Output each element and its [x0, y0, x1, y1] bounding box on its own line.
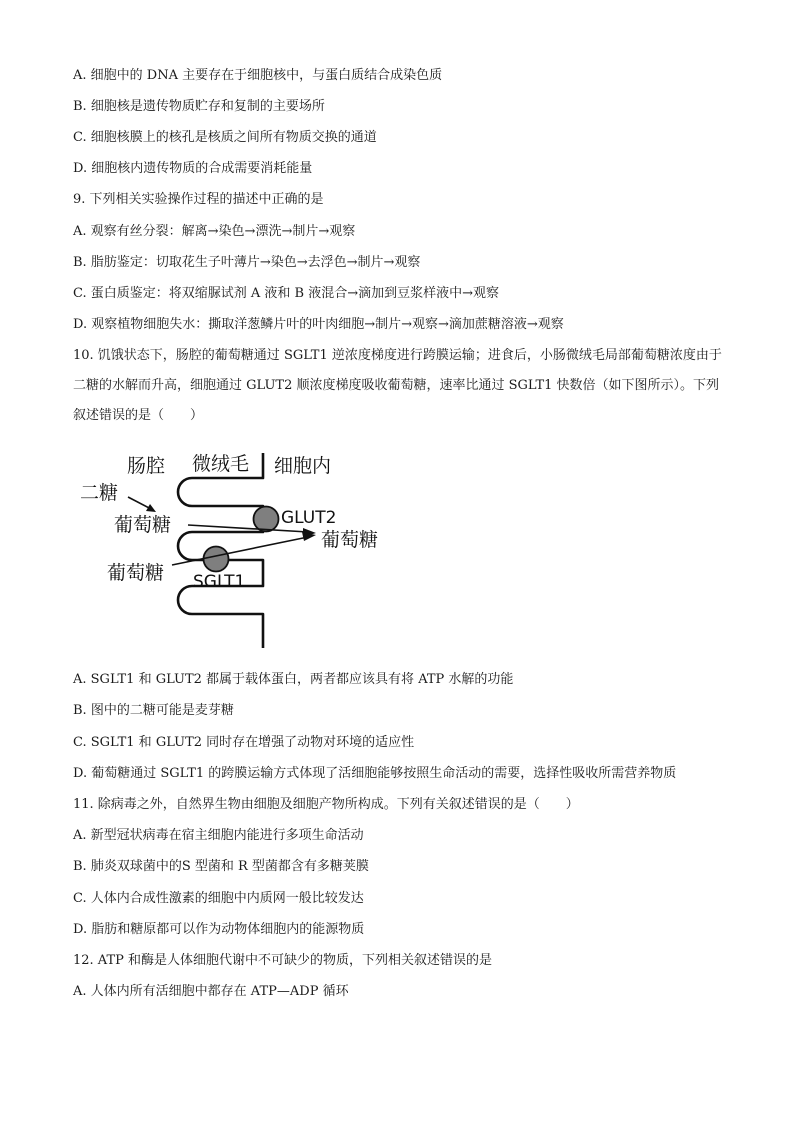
label-lumen: 肠腔 [127, 455, 166, 477]
question-10: 10. 饥饿状态下，肠腔的葡萄糖通过 SGLT1 逆浓度梯度进行跨膜运输；进食后，小肠微绒毛局部葡萄糖浓度由于二糖的水解而升高，细胞通过 GLUT2 顺浓度梯度吸收葡萄糖，速率比通过 SGLT1 快数倍（如下图所示）。下列叙述错误的是（ ） [73, 348, 722, 423]
line-8b: B. 细胞核是遗传物质贮存和复制的主要场所 [73, 99, 325, 114]
line-12a: A. 人体内所有活细胞中都存在 ATP—ADP 循环 [73, 984, 349, 999]
label-disaccharide: 二糖 [80, 482, 119, 504]
line-10d: D. 葡萄糖通过 SGLT1 的跨膜运输方式体现了活细胞能够按照生命活动的需要，选择性吸收所需营养物质 [73, 766, 677, 781]
sglt1-protein [204, 547, 229, 572]
label-sglt1: SGLT1 [193, 572, 246, 592]
line-11a: A. 新型冠状病毒在宿主细胞内能进行多项生命活动 [73, 828, 364, 843]
label-glucose-inside: 葡萄糖 [321, 529, 379, 551]
line-10b: B. 图中的二糖可能是麦芽糖 [73, 703, 234, 718]
label-intracellular: 细胞内 [274, 455, 332, 477]
line-8c: C. 细胞核膜上的核孔是核质之间所有物质交换的通道 [73, 130, 377, 145]
line-8d: D. 细胞核内遗传物质的合成需要消耗能量 [73, 161, 313, 176]
line-10a: A. SGLT1 和 GLUT2 都属于载体蛋白，两者都应该具有将 ATP 水解的功能 [73, 672, 514, 687]
line-9b: B. 脂肪鉴定：切取花生子叶薄片→染色→去浮色→制片→观察 [73, 255, 421, 270]
glut2-protein [254, 507, 279, 532]
label-microvilli: 微绒毛 [192, 453, 250, 475]
question-9: 9. 下列相关实验操作过程的描述中正确的是 [73, 192, 324, 207]
label-glucose-top: 葡萄糖 [114, 514, 172, 536]
line-9a: A. 观察有丝分裂：解离→染色→漂洗→制片→观察 [73, 224, 356, 239]
label-glut2: GLUT2 [281, 508, 337, 528]
line-10c: C. SGLT1 和 GLUT2 同时存在增强了动物对环境的适应性 [73, 735, 415, 750]
line-11d: D. 脂肪和糖原都可以作为动物体细胞内的能源物质 [73, 922, 365, 937]
line-8a: A. 细胞中的 DNA 主要存在于细胞核中，与蛋白质结合成染色质 [73, 68, 443, 83]
line-11b: B. 肺炎双球菌中的S 型菌和 R 型菌都含有多糖荚膜 [73, 859, 369, 874]
label-glucose-bottom: 葡萄糖 [107, 562, 165, 584]
question-11: 11. 除病毒之外，自然界生物由细胞及细胞产物所构成。下列有关叙述错误的是（ ） [73, 797, 579, 812]
line-11c: C. 人体内合成性激素的细胞中内质网一般比较发达 [73, 891, 364, 906]
line-9c: C. 蛋白质鉴定：将双缩脲试剂 A 液和 B 液混合→滴加到豆浆样液中→观察 [73, 286, 500, 301]
question-12: 12. ATP 和酶是人体细胞代谢中不可缺少的物质，下列相关叙述错误的是 [73, 953, 493, 968]
glucose-transport-diagram [70, 448, 400, 653]
line-9d: D. 观察植物细胞失水：撕取洋葱鳞片叶的叶肉细胞→制片→观察→滴加蔗糖溶液→观察 [73, 317, 564, 332]
